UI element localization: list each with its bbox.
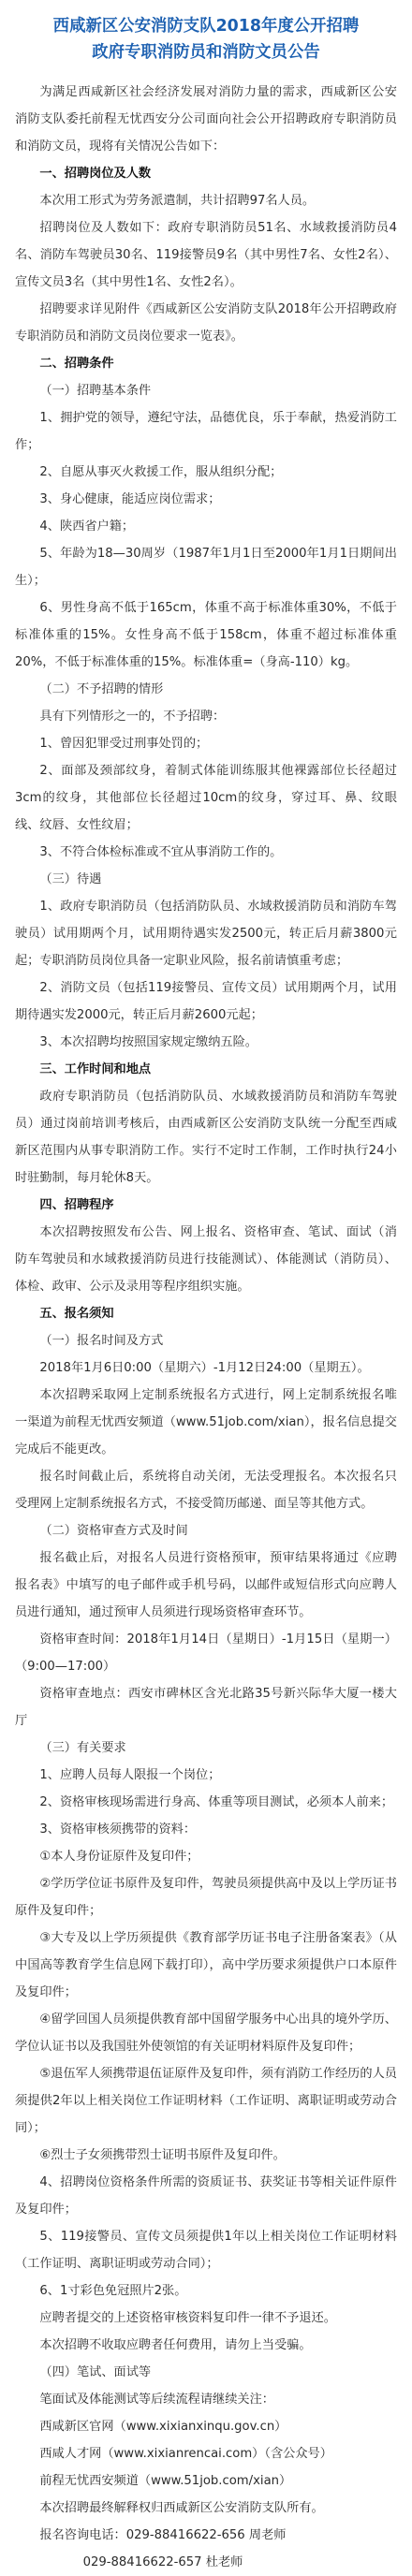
section-heading-positions: 一、招聘岗位及人数 [39, 167, 152, 181]
requirement-item: 2、资格审核现场需进行身高、体重等项目测试，必须本人前来； [39, 1795, 394, 1809]
exclusion-item: 3、不符合体检标准或不宜从事消防工作的。 [39, 845, 283, 859]
requirement-item: 4、招聘岗位资格条件所需的资质证书、获奖证书等相关证件原件及复印件； [15, 2175, 397, 2217]
subheading-benefits: （三）待遇 [39, 872, 102, 886]
subheading-exams: （四）笔试、面试等 [39, 2365, 152, 2379]
section-heading-procedure: 四、招聘程序 [39, 1198, 114, 1212]
subheading-requirements: （三）有关要求 [39, 1741, 126, 1755]
section-heading-work-time: 三、工作时间和地点 [39, 1062, 152, 1076]
benefit-item: 1、政府专职消防员（包括消防队员、水域救援消防员和消防车驾驶员）试用期两个月，试用期待遇实发2500元，转正后月薪3800元起；专职消防员岗位具备一定职业风险，报名前请慎重考虑； [15, 900, 397, 968]
benefit-item: 2、消防文员（包括119接警员、宣传文员）试用期两个月，试用期待遇实发2000元，转正后月薪2600元起； [15, 981, 397, 1022]
exclusions-intro: 具有下列情形之一的，不予招聘： [39, 710, 226, 724]
section-heading-conditions: 二、招聘条件 [39, 357, 114, 371]
registration-closing-note: 报名时间截止后，系统将自动关闭，无法受理报名。本次报名只受理网上定制系统报名方式，不接受简历邮递、面呈等其他方式。 [15, 1470, 397, 1511]
benefit-item: 3、本次招聘均按照国家规定缴纳五险。 [39, 1035, 258, 1049]
intro-paragraph: 为满足西咸新区社会经济发展对消防力量的需求，西咸新区公安消防支队委托前程无忧西安分公司面向社会公开招聘政府专职消防员和消防文员，现将有关情况公告如下： [15, 85, 397, 154]
document-item: ④留学回国人员须提供教育部中国留学服务中心出具的境外学历、学位认证书以及我国驻外使领馆的有关证明材料原件及复印件； [15, 2012, 397, 2054]
website-item: 前程无忧西安频道（www.51job.com/xian） [39, 2474, 292, 2488]
contact-phone-1: 报名咨询电话：029-88416622-656 周老师 [39, 2528, 287, 2542]
title-line-1: 西咸新区公安消防支队2018年度公开招聘 [52, 17, 360, 36]
work-time-paragraph: 政府专职消防员（包括消防队员、水域救援消防员和消防车驾驶员）通过岗前培训考核后，由西咸新区公安消防支队统一分配至西咸新区范围内从事专职消防工作。实行不定时工作制，工作时执行24小时驻勤制，每月轮休8天。 [15, 1090, 397, 1185]
requirement-item: 1、应聘人员每人限报一个岗位； [39, 1768, 221, 1782]
contact-phone-2: 029-88416622-657 杜老师 [82, 2555, 243, 2569]
condition-item: 2、自愿从事灭火救援工作，服从组织分配； [39, 465, 283, 479]
review-time: 资格审查时间：2018年1月14日（星期日）-1月15日（星期一）（9:00—17:00） [15, 1632, 397, 1674]
subheading-exclusions: （二）不予招聘的情形 [39, 682, 164, 696]
review-location: 资格审查地点：西安市碑林区含光北路35号新兴际华大厦一楼大厅 [15, 1687, 397, 1728]
condition-item: 5、年龄为18—30周岁（1987年1月1日至2000年1月1日期间出生）； [15, 547, 397, 588]
subheading-registration-time: （一）报名时间及方式 [39, 1334, 164, 1348]
condition-item: 4、陕西省户籍； [39, 520, 135, 534]
pre-review-paragraph: 报名截止后，对报名人员进行资格预审，预审结果将通过《应聘报名表》中填写的电子邮件或手机号码，以邮件或短信形式向应聘人员进行通知，通过预审人员须进行现场资格审查环节。 [15, 1551, 397, 1619]
registration-method: 本次招聘采取网上定制系统报名方式进行，网上定制系统报名唯一渠道为前程无忧西安频道（www.51job.com/xian），报名信息提交完成后不能更改。 [15, 1388, 397, 1456]
interpretation-note: 本次招聘最终解释权归西咸新区公安消防支队所有。 [39, 2501, 324, 2515]
title-line-2: 政府专职消防员和消防文员公告 [92, 43, 320, 62]
condition-item: 1、拥护党的领导，遵纪守法，品德优良，乐于奉献，热爱消防工作； [15, 411, 397, 452]
positions-paragraph: 招聘岗位及人数如下：政府专职消防员51名、水域救援消防员4名、消防车驾驶员30名、119接警员9名（其中男性7名、女性2名）、宣传文员3名（其中男性1名、女性2名）。 [15, 221, 397, 289]
requirement-item: 3、资格审核须携带的资料： [39, 1822, 197, 1837]
requirement-item: 5、119接警员、宣传文员须提供1年以上相关岗位工作证明材料（工作证明、离职证明或劳动合同）； [15, 2230, 397, 2271]
exclusion-item: 1、曾因犯罪受过刑事处罚的； [39, 737, 209, 751]
website-item: 西咸新区官网（www.xixianxinqu.gov.cn） [39, 2420, 287, 2434]
note-item: 本次招聘不收取应聘者任何费用，请勿上当受骗。 [39, 2338, 312, 2352]
subheading-qualification-review: （二）资格审查方式及时间 [39, 1524, 188, 1538]
subheading-basic-conditions: （一）招聘基本条件 [39, 384, 152, 398]
document-item: ①本人身份证原件及复印件； [39, 1850, 199, 1864]
document-item: ③大专及以上学历须提供《教育部学历证书电子注册备案表》（从中国高等教育学生信息网下载打印），高中学历要求须提供户口本原件及复印件； [15, 1931, 397, 1999]
requirements-reference-paragraph: 招聘要求详见附件《西咸新区公安消防支队2018年公开招聘政府专职消防员和消防文员岗位要求一览表》。 [15, 302, 397, 344]
page-title [15, 13, 397, 66]
website-item: 西咸人才网（www.xixianrencai.com）（含公众号） [39, 2447, 332, 2461]
exclusion-item: 2、面部及颈部纹身，着制式体能训练服其他裸露部位长径超过3cm的纹身，其他部位长径超过10cm的纹身，穿过耳、鼻、纹眼线、纹唇、女性纹眉； [15, 764, 397, 832]
document-item: ②学历学位证书原件及复印件，驾驶员须提供高中及以上学历证书原件及复印件； [15, 1877, 397, 1918]
condition-item: 6、男性身高不低于165cm，体重不高于标准体重30%，不低于标准体重的15%。女性身高不低于158cm，体重不超过标准体重20%，不低于标准体重的15%。标准体重=（身高-110）kg。 [15, 601, 397, 669]
employment-form-paragraph: 本次用工形式为劳务派遣制，共计招聘97名人员。 [39, 194, 316, 208]
follow-up-paragraph: 笔面试及体能测试等后续流程请继续关注： [39, 2393, 274, 2407]
note-item: 应聘者提交的上述资格审核资料复印件一律不予退还。 [39, 2311, 336, 2325]
document-item: ⑥烈士子女须携带烈士证明书原件及复印件。 [39, 2148, 286, 2162]
registration-period: 2018年1月6日0:00（星期六）-1月12日24:00（星期五）。 [39, 1361, 370, 1375]
section-heading-registration: 五、报名须知 [39, 1307, 114, 1321]
document-item: ⑤退伍军人须携带退伍证原件及复印件，须有消防工作经历的人员须提供2年以上相关岗位工作证明材料（工作证明、离职证明或劳动合同）； [15, 2067, 397, 2135]
procedure-paragraph: 本次招聘按照发布公告、网上报名、资格审查、笔试、面试（消防车驾驶员和水域救援消防员进行技能测试）、体能测试（消防员）、体检、政审、公示及录用等程序组织实施。 [15, 1225, 397, 1294]
requirement-item: 6、1寸彩色免冠照片2张。 [39, 2284, 187, 2298]
condition-item: 3、身心健康，能适应岗位需求； [39, 492, 221, 506]
